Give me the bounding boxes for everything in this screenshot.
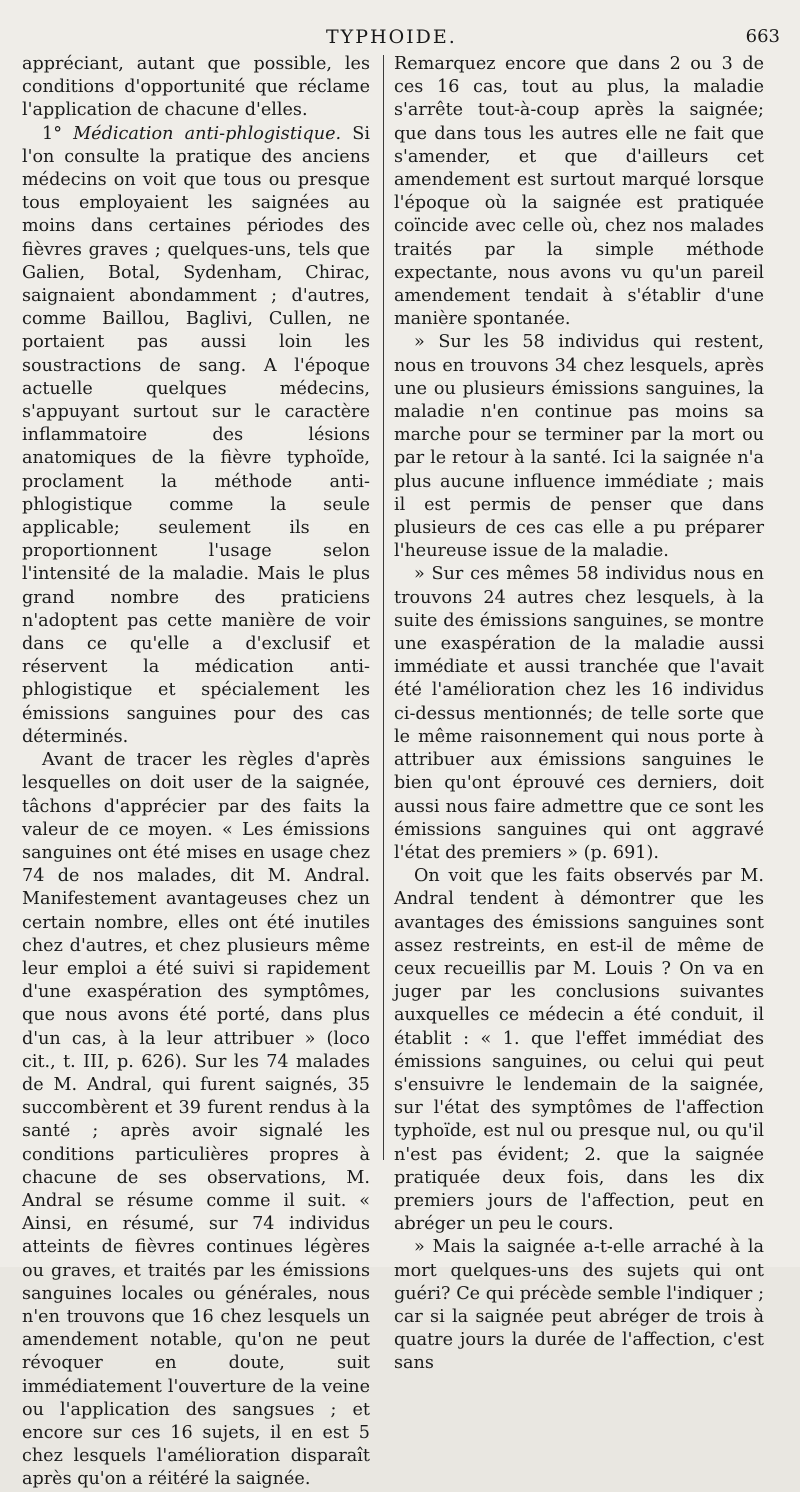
- paragraph: Remarquez encore que dans 2 ou 3 de ces 16 cas, tout au plus, la maladie s'arrête tout-à-coup après la saignée; que dans tous les autres elle ne fait que s'amender, et que d'ailleurs cet amendement est surtout marqué lorsque l'époque où la saignée est pratiquée coïncide avec celle où, chez nos malades traités par la simple méthode expectante, nous avons vu qu'un pareil amendement tendait à s'établir d'une manière spontanée.: [394, 54, 764, 330]
- section-number: 1°: [42, 123, 74, 144]
- paragraph-body: Si l'on consulte la pratique des anciens médecins on voit que tous ou presque tous employaient les saignées au moins dans certaines périodes des fièvres graves ; quelques-uns, tels que Galien, Botal, Sydenham, Chirac, saignaient abondamment ; d'autres, comme Baillou, Baglivi, Cullen, ne portaient pas aussi loin les soustractions de sang. A l'époque actuelle quelques médecins, s'appuyant surtout sur le caractère inflammatoire des lésions anatomiques de la fièvre typhoïde, proclament la méthode anti-phlogistique comme la seule applicable; seulement ils en proportionnent l'usage selon l'intensité de la maladie. Mais le plus grand nombre des praticiens n'adoptent pas cette manière de voir dans ce qu'elle a d'exclusif et réservent la médication anti-phlogistique et spécialement les émissions sanguines pour des cas déterminés.: [22, 123, 370, 747]
- running-title: TYPHOIDE.: [326, 26, 457, 48]
- column-divider: [383, 55, 384, 1160]
- right-column: [394, 53, 764, 1376]
- paragraph: » Sur les 58 individus qui restent, nous en trouvons 34 chez lesquels, après une ou plusieurs émissions sanguines, la maladie n'en continue pas moins sa marche pour se terminer par la mort ou par le retour à la santé. Ici la saignée n'a plus aucune influence immédiate ; mais il est permis de penser que dans plusieurs de ces cas elle a pu préparer l'heureuse issue de la maladie.: [394, 332, 764, 562]
- section-heading: Médication anti-phlogistique.: [73, 123, 342, 144]
- left-column: [22, 53, 370, 1492]
- page-header: [0, 26, 800, 52]
- page-number: 663: [745, 26, 780, 47]
- paragraph: [22, 123, 370, 749]
- paragraph: » Sur ces mêmes 58 individus nous en trouvons 24 autres chez lesquels, à la suite des émissions sanguines, se montre une exaspération de la maladie aussi immédiate et aussi tranchée que l'avait été l'amélioration chez les 16 individus ci-dessus mentionnés; de telle sorte que le même raisonnement qui nous porte à attribuer aux émissions sanguines le bien qu'ont éprouvé ces derniers, doit aussi nous faire admettre que ce sont les émissions sanguines qui ont aggravé l'état des premiers » (p. 691).: [394, 564, 764, 863]
- paragraph: » Mais la saignée a-t-elle arraché à la mort quelques-uns des sujets qui ont guéri? Ce qui précède semble l'indiquer ; car si la saignée peut abréger de trois à quatre jours la durée de l'affection, c'est sans: [394, 1237, 764, 1374]
- paragraph: On voit que les faits observés par M. Andral tendent à démontrer que les avantages des émissions sanguines sont assez restreints, en est-il de même de ceux recueillis par M. Louis ? On va en juger par les conclusions suivantes auxquelles ce médecin a été conduit, il établit : « 1. que l'effet immédiat des émissions sanguines, ou celui qui peut s'ensuivre le lendemain de la saignée, sur l'état des symptômes de l'affection typhoïde, est nul ou presque nul, ou qu'il n'est pas évident; 2. que la saignée pratiquée deux fois, dans les dix premiers jours de l'affection, peut en abréger un peu le cours.: [394, 866, 764, 1235]
- paragraph: Avant de tracer les règles d'après lesquelles on doit user de la saignée, tâchons d'apprécier par des faits la valeur de ce moyen. « Les émissions sanguines ont été mises en usage chez 74 de nos malades, dit M. Andral. Manifestement avantageuses chez un certain nombre, elles ont été inutiles chez d'autres, et chez plusieurs même leur emploi a été suivi si rapidement d'une exaspération des symptômes, que nous avons été porté, dans plus d'un cas, à la leur attribuer » (loco cit., t. III, p. 626). Sur les 74 malades de M. Andral, qui furent saignés, 35 succombèrent et 39 furent rendus à la santé ; après avoir signalé les conditions particulières propres à chacune de ses observations, M. Andral se résume comme il suit. « Ainsi, en résumé, sur 74 individus atteints de fièvres continues légères ou graves, et traités par les émissions sanguines locales ou générales, nous n'en trouvons que 16 chez lesquels un amendement notable, qu'on ne peut révoquer en doute, suit immédiatement l'ouverture de la veine ou l'application des sangsues ; et encore sur ces 16 sujets, il en est 5 chez lesquels l'amélioration disparaît après qu'on a réitéré la saignée.: [22, 750, 370, 1490]
- paragraph: appréciant, autant que possible, les conditions d'opportunité que réclame l'application de chacune d'elles.: [22, 54, 370, 121]
